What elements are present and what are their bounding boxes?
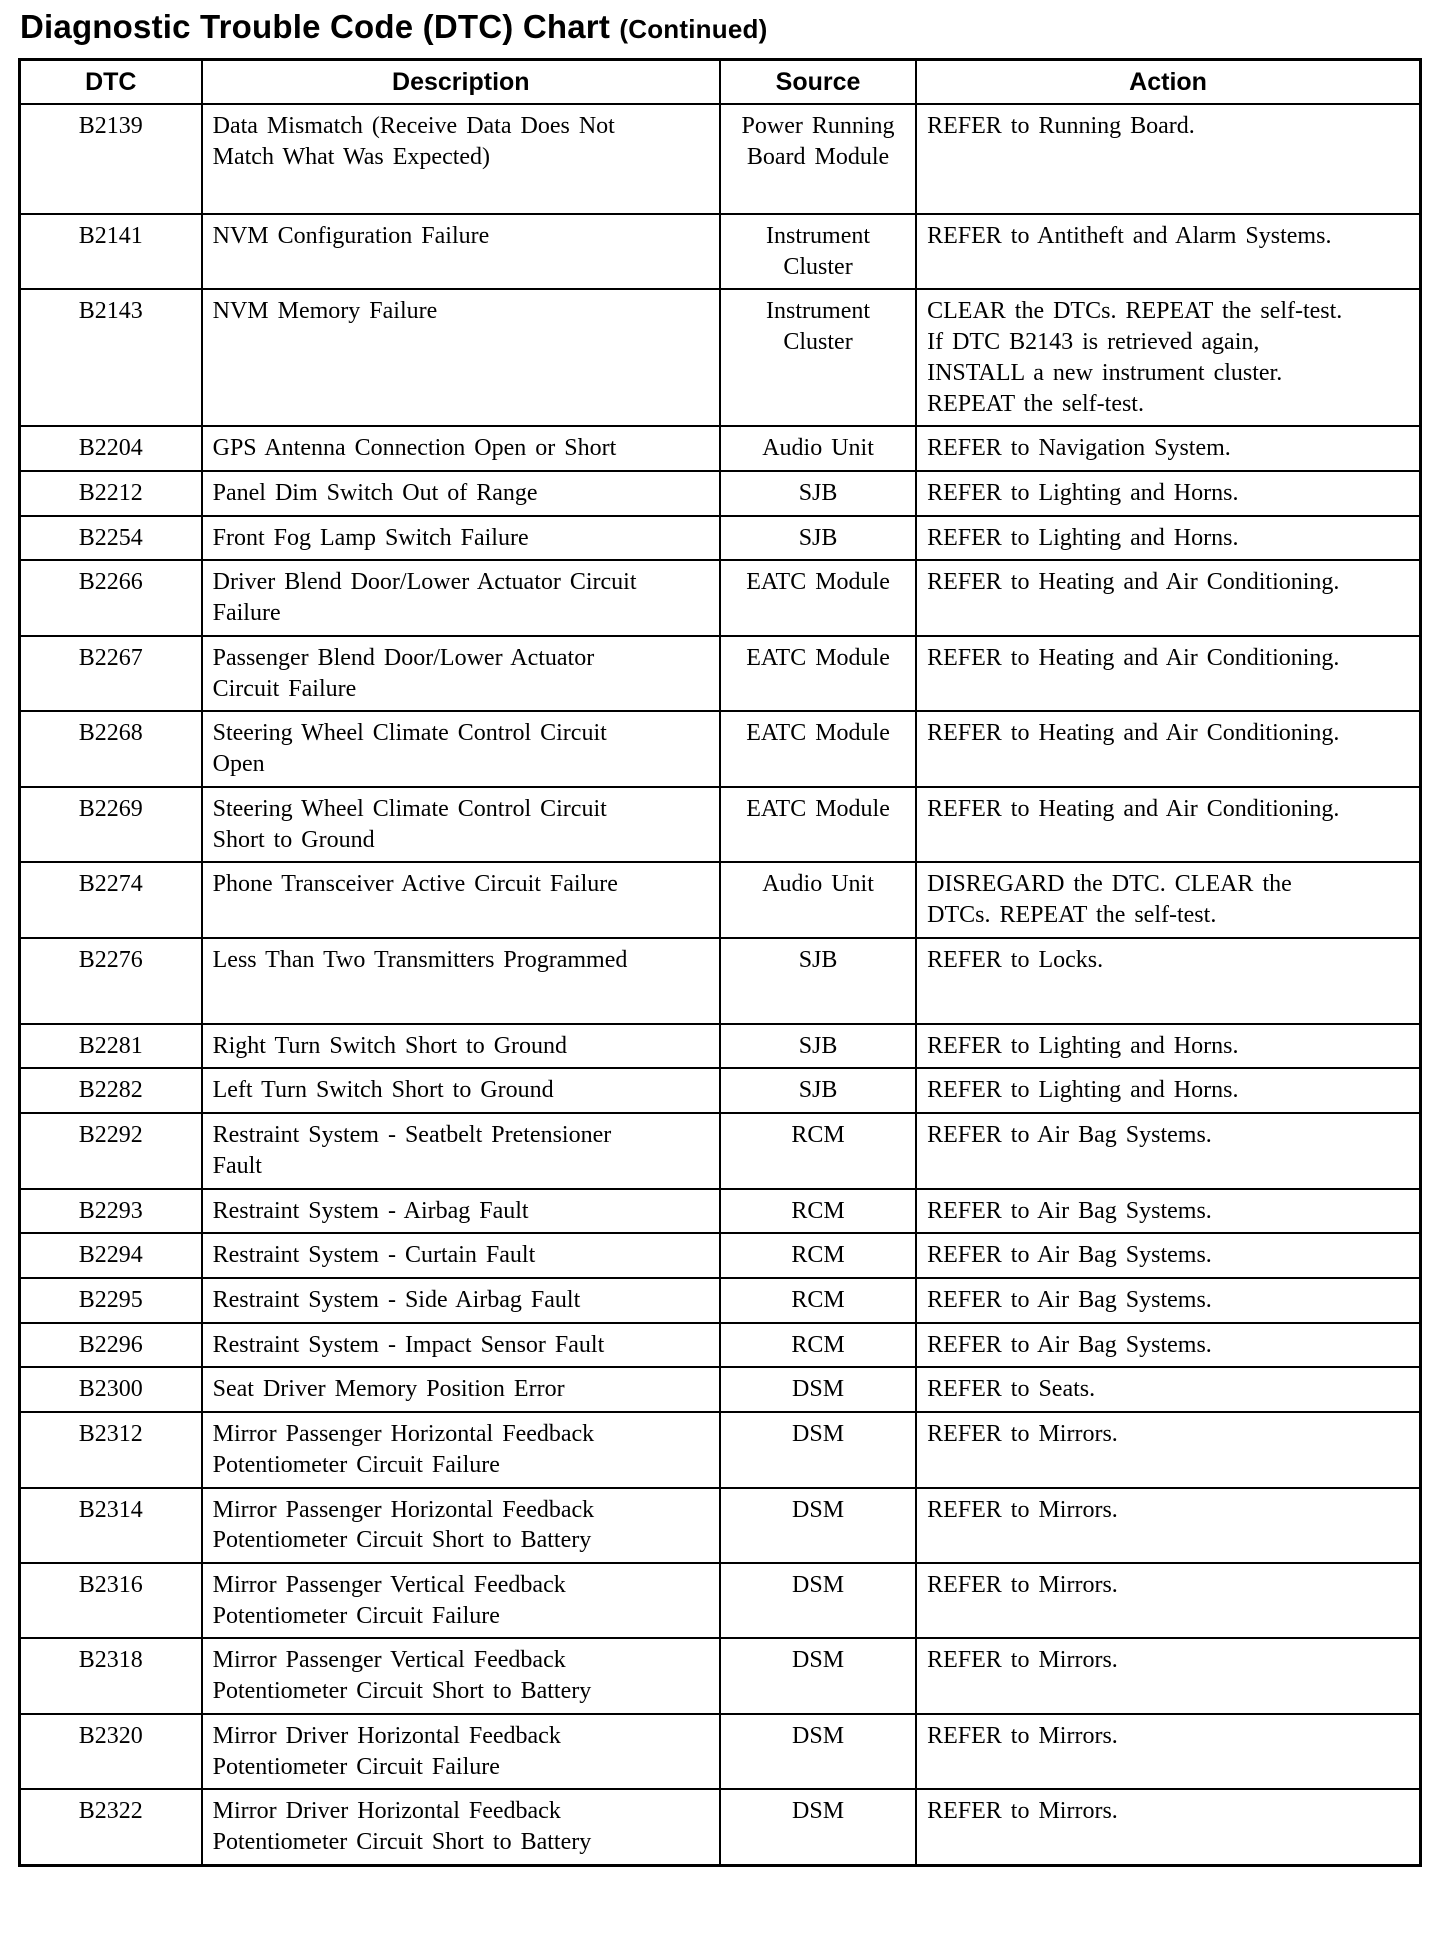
action-cell-text: REFER to Air Bag Systems. — [927, 1331, 1212, 1358]
table-row — [20, 1323, 1421, 1368]
dtc-code-cell: B2139 — [20, 104, 202, 214]
action-cell — [916, 1323, 1420, 1368]
dtc-code-cell: B2254 — [20, 516, 202, 561]
source-cell: RCM — [720, 1113, 916, 1188]
description-cell — [202, 1412, 720, 1487]
dtc-code-cell: B2141 — [20, 214, 202, 289]
action-cell — [916, 1233, 1420, 1278]
action-cell — [916, 426, 1420, 471]
source-cell: DSM — [720, 1412, 916, 1487]
source-cell: DSM — [720, 1488, 916, 1563]
action-cell — [916, 862, 1420, 937]
table-row — [20, 1367, 1421, 1412]
table-row — [20, 104, 1421, 214]
description-cell-text: Restraint System - Side Airbag Fault — [212, 1286, 581, 1313]
action-cell-text: REFER to Mirrors. — [927, 1421, 1118, 1448]
action-cell — [916, 1024, 1420, 1069]
dtc-code-cell: B2296 — [20, 1323, 202, 1368]
description-cell — [202, 471, 720, 516]
action-cell — [916, 214, 1420, 289]
description-cell — [202, 1488, 720, 1563]
action-cell — [916, 787, 1420, 862]
table-row — [20, 426, 1421, 471]
table-row — [20, 1278, 1421, 1323]
dtc-code-cell: B2204 — [20, 426, 202, 471]
description-cell-text: GPS Antenna Connection Open or Short — [212, 435, 617, 462]
action-cell-text: REFER to Locks. — [927, 946, 1104, 973]
action-cell-text: CLEAR the DTCs. REPEAT the self-test. If DTC B2143 is retrieved again, INSTALL a new instrument cluster. REPEAT the self-test. — [927, 298, 1343, 417]
action-cell-text: REFER to Heating and Air Conditioning. — [927, 644, 1340, 671]
table-row — [20, 1563, 1421, 1638]
table-row — [20, 289, 1421, 426]
dtc-code-cell: B2281 — [20, 1024, 202, 1069]
action-cell-text: REFER to Seats. — [927, 1376, 1096, 1403]
description-cell-text: Mirror Passenger Vertical Feedback Potentiometer Circuit Short to Battery — [212, 1647, 592, 1705]
dtc-code-cell: B2293 — [20, 1189, 202, 1234]
action-cell — [916, 1113, 1420, 1188]
action-cell — [916, 1488, 1420, 1563]
action-cell — [916, 1278, 1420, 1323]
source-cell: RCM — [720, 1278, 916, 1323]
dtc-code-cell: B2267 — [20, 636, 202, 711]
description-cell-text: Steering Wheel Climate Control Circuit Short to Ground — [212, 795, 607, 853]
action-cell — [916, 1638, 1420, 1713]
description-cell — [202, 1638, 720, 1713]
table-row — [20, 1789, 1421, 1865]
action-cell-text: REFER to Mirrors. — [927, 1798, 1118, 1825]
source-cell: EATC Module — [720, 636, 916, 711]
description-cell — [202, 787, 720, 862]
description-cell-text: NVM Memory Failure — [212, 298, 438, 325]
action-cell — [916, 1714, 1420, 1789]
description-cell — [202, 1189, 720, 1234]
description-cell — [202, 938, 720, 1024]
source-cell: EATC Module — [720, 787, 916, 862]
header-row — [20, 60, 1421, 105]
description-cell-text: Mirror Passenger Vertical Feedback Potentiometer Circuit Failure — [212, 1572, 566, 1629]
source-cell: EATC Module — [720, 560, 916, 635]
column-header-dtc: DTC — [20, 60, 202, 105]
dtc-code-cell: B2300 — [20, 1367, 202, 1412]
table-row — [20, 636, 1421, 711]
source-cell: Power Running Board Module — [720, 104, 916, 214]
source-cell: SJB — [720, 1024, 916, 1069]
dtc-code-cell: B2274 — [20, 862, 202, 937]
description-cell — [202, 289, 720, 426]
action-cell — [916, 471, 1420, 516]
description-cell — [202, 1789, 720, 1865]
table-row — [20, 711, 1421, 786]
description-cell-text: Panel Dim Switch Out of Range — [212, 480, 538, 507]
dtc-code-cell: B2276 — [20, 938, 202, 1024]
description-cell — [202, 214, 720, 289]
page-title — [20, 8, 1440, 46]
dtc-code-cell: B2316 — [20, 1563, 202, 1638]
dtc-code-cell: B2292 — [20, 1113, 202, 1188]
table-row — [20, 1412, 1421, 1487]
dtc-code-cell: B2282 — [20, 1068, 202, 1113]
source-cell: SJB — [720, 516, 916, 561]
description-cell-text: Phone Transceiver Active Circuit Failure — [212, 871, 618, 898]
source-cell: Audio Unit — [720, 426, 916, 471]
description-cell — [202, 1563, 720, 1638]
dtc-code-cell: B2268 — [20, 711, 202, 786]
table-row — [20, 1068, 1421, 1113]
action-cell — [916, 1789, 1420, 1865]
action-cell-text: REFER to Heating and Air Conditioning. — [927, 795, 1340, 822]
source-cell: SJB — [720, 471, 916, 516]
table-row — [20, 1488, 1421, 1563]
description-cell-text: Restraint System - Seatbelt Pretensioner Fault — [212, 1122, 612, 1179]
description-cell — [202, 516, 720, 561]
action-cell-text: REFER to Air Bag Systems. — [927, 1197, 1212, 1224]
table-row — [20, 1714, 1421, 1789]
description-cell — [202, 1278, 720, 1323]
dtc-code-cell: B2320 — [20, 1714, 202, 1789]
source-cell: Instrument Cluster — [720, 214, 916, 289]
action-cell-text: REFER to Mirrors. — [927, 1572, 1118, 1598]
column-header-source: Source — [720, 60, 916, 105]
column-header-action: Action — [916, 60, 1420, 105]
dtc-code-cell: B2294 — [20, 1233, 202, 1278]
table-row — [20, 560, 1421, 635]
source-cell: DSM — [720, 1563, 916, 1638]
description-cell — [202, 1024, 720, 1069]
table-row — [20, 787, 1421, 862]
dtc-code-cell: B2143 — [20, 289, 202, 426]
page-title-continued: (Continued) — [619, 14, 768, 44]
description-cell-text: Restraint System - Impact Sensor Fault — [212, 1331, 605, 1358]
dtc-code-cell: B2314 — [20, 1488, 202, 1563]
action-cell-text: REFER to Air Bag Systems. — [927, 1122, 1212, 1149]
table-row — [20, 471, 1421, 516]
description-cell — [202, 104, 720, 214]
description-cell-text: Data Mismatch (Receive Data Does Not Match What Was Expected) — [212, 113, 615, 170]
action-cell — [916, 1563, 1420, 1638]
table-row — [20, 862, 1421, 937]
description-cell-text: Less Than Two Transmitters Programmed — [212, 946, 628, 973]
description-cell-text: Driver Blend Door/Lower Actuator Circuit Failure — [212, 569, 637, 627]
source-cell: RCM — [720, 1189, 916, 1234]
action-cell — [916, 104, 1420, 214]
description-cell — [202, 711, 720, 786]
dtc-code-cell: B2266 — [20, 560, 202, 635]
action-cell-text: REFER to Running Board. — [927, 113, 1195, 139]
description-cell — [202, 1323, 720, 1368]
dtc-code-cell: B2318 — [20, 1638, 202, 1713]
action-cell-text: REFER to Mirrors. — [927, 1647, 1118, 1674]
description-cell-text: Restraint System - Curtain Fault — [212, 1242, 536, 1269]
action-cell-text: REFER to Navigation System. — [927, 435, 1231, 462]
description-cell-text: Left Turn Switch Short to Ground — [212, 1077, 554, 1104]
action-cell-text: REFER to Lighting and Horns. — [927, 1032, 1239, 1059]
description-cell — [202, 1068, 720, 1113]
dtc-code-cell: B2269 — [20, 787, 202, 862]
description-cell — [202, 560, 720, 635]
description-cell-text: Front Fog Lamp Switch Failure — [212, 524, 529, 551]
source-cell: DSM — [720, 1789, 916, 1865]
description-cell-text: Mirror Passenger Horizontal Feedback Potentiometer Circuit Failure — [212, 1421, 595, 1478]
action-cell-text: REFER to Mirrors. — [927, 1496, 1118, 1523]
action-cell-text: REFER to Heating and Air Conditioning. — [927, 569, 1340, 596]
action-cell-text: REFER to Air Bag Systems. — [927, 1242, 1212, 1269]
description-cell — [202, 862, 720, 937]
action-cell-text: REFER to Lighting and Horns. — [927, 524, 1239, 551]
dtc-code-cell: B2295 — [20, 1278, 202, 1323]
description-cell-text: Seat Driver Memory Position Error — [212, 1376, 565, 1403]
source-cell: RCM — [720, 1323, 916, 1368]
action-cell-text: REFER to Lighting and Horns. — [927, 1077, 1239, 1104]
dtc-code-cell: B2212 — [20, 471, 202, 516]
description-cell-text: Passenger Blend Door/Lower Actuator Circuit Failure — [212, 644, 595, 702]
source-cell: Instrument Cluster — [720, 289, 916, 426]
page-title-main: Diagnostic Trouble Code (DTC) Chart — [20, 8, 611, 45]
table-row — [20, 516, 1421, 561]
action-cell-text: REFER to Heating and Air Conditioning. — [927, 720, 1340, 747]
source-cell: SJB — [720, 1068, 916, 1113]
dtc-table — [18, 58, 1422, 1867]
action-cell — [916, 636, 1420, 711]
action-cell-text: REFER to Air Bag Systems. — [927, 1286, 1212, 1313]
table-row — [20, 1233, 1421, 1278]
action-cell — [916, 1412, 1420, 1487]
table-row — [20, 214, 1421, 289]
action-cell-text: DISREGARD the DTC. CLEAR the DTCs. REPEAT the self-test. — [927, 871, 1292, 928]
description-cell — [202, 636, 720, 711]
column-header-description: Description — [202, 60, 720, 105]
source-cell: DSM — [720, 1367, 916, 1412]
table-row — [20, 1024, 1421, 1069]
source-cell: DSM — [720, 1638, 916, 1713]
action-cell — [916, 1068, 1420, 1113]
table-row — [20, 938, 1421, 1024]
action-cell — [916, 711, 1420, 786]
description-cell — [202, 426, 720, 471]
source-cell: Audio Unit — [720, 862, 916, 937]
dtc-code-cell: B2312 — [20, 1412, 202, 1487]
description-cell-text: Mirror Driver Horizontal Feedback Potentiometer Circuit Short to Battery — [212, 1798, 592, 1856]
action-cell — [916, 516, 1420, 561]
description-cell-text: Mirror Passenger Horizontal Feedback Potentiometer Circuit Short to Battery — [212, 1496, 595, 1554]
description-cell-text: Mirror Driver Horizontal Feedback Potentiometer Circuit Failure — [212, 1722, 561, 1780]
action-cell — [916, 938, 1420, 1024]
description-cell — [202, 1714, 720, 1789]
description-cell — [202, 1113, 720, 1188]
table-row — [20, 1113, 1421, 1188]
dtc-code-cell: B2322 — [20, 1789, 202, 1865]
action-cell — [916, 560, 1420, 635]
source-cell: RCM — [720, 1233, 916, 1278]
action-cell — [916, 1189, 1420, 1234]
source-cell: SJB — [720, 938, 916, 1024]
action-cell — [916, 1367, 1420, 1412]
source-cell: DSM — [720, 1714, 916, 1789]
table-row — [20, 1189, 1421, 1234]
table-row — [20, 1638, 1421, 1713]
action-cell-text: REFER to Antitheft and Alarm Systems. — [927, 223, 1332, 249]
action-cell-text: REFER to Mirrors. — [927, 1722, 1118, 1749]
description-cell-text: Right Turn Switch Short to Ground — [212, 1032, 568, 1059]
description-cell-text: Restraint System - Airbag Fault — [212, 1197, 529, 1224]
description-cell-text: NVM Configuration Failure — [212, 223, 490, 249]
action-cell — [916, 289, 1420, 426]
action-cell-text: REFER to Lighting and Horns. — [927, 480, 1239, 507]
source-cell: EATC Module — [720, 711, 916, 786]
description-cell — [202, 1367, 720, 1412]
description-cell — [202, 1233, 720, 1278]
description-cell-text: Steering Wheel Climate Control Circuit Open — [212, 720, 607, 778]
